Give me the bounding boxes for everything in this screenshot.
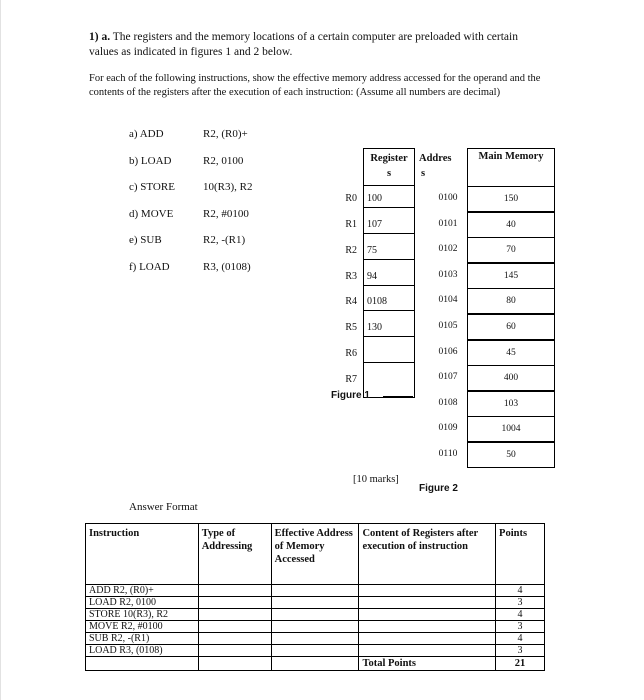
register-header: [363, 151, 415, 181]
register-header-line2: s: [386, 168, 392, 179]
question-title: [89, 30, 539, 60]
memory-value: 103: [467, 391, 555, 417]
register-value: 75: [367, 245, 377, 256]
instruction-operands: R2, #0100: [203, 208, 249, 220]
register-name: R7: [345, 374, 357, 385]
register-name: R0: [345, 193, 357, 204]
memory-header: Main Memory: [478, 151, 544, 162]
memory-address: 0102: [438, 244, 458, 254]
answer-row: [86, 633, 545, 645]
register-value: 130: [367, 322, 382, 333]
register-header-line1: Register: [370, 153, 408, 164]
answer-register-contents[interactable]: [359, 597, 496, 609]
register-value: 0108: [367, 296, 387, 307]
answer-instruction: SUB R2, -(R1): [86, 633, 199, 645]
header-effective-address: Effective Address of Memory Accessed: [271, 524, 359, 585]
instruction-operands: R2, (R0)+: [203, 128, 248, 140]
question-part: a.: [101, 31, 111, 43]
answer-points: 4: [496, 585, 545, 597]
register-value: 94: [367, 271, 377, 282]
answer-points: 3: [496, 645, 545, 657]
instruction-operands: R2, -(R1): [203, 234, 246, 246]
answer-type-of-addressing[interactable]: [198, 585, 271, 597]
memory-address: 0101: [438, 219, 458, 229]
answer-instruction: LOAD R3, (0108): [86, 645, 199, 657]
answer-type-of-addressing[interactable]: [198, 597, 271, 609]
answer-effective-address[interactable]: [271, 609, 359, 621]
register-name: R6: [345, 348, 357, 359]
register-name: R1: [345, 219, 357, 230]
memory-value: 1004: [467, 416, 555, 442]
instruction-label: c) STORE: [129, 181, 175, 193]
answer-row: [86, 585, 545, 597]
register-value: 100: [367, 193, 382, 204]
answer-row: [86, 597, 545, 609]
figure2-caption: Figure 2: [419, 483, 458, 494]
instruction-label: f) LOAD: [129, 261, 170, 273]
answer-effective-address[interactable]: [271, 597, 359, 609]
memory-value: 145: [467, 263, 555, 289]
memory-address: 0100: [438, 193, 458, 203]
answer-register-contents[interactable]: [359, 609, 496, 621]
memory-value: 70: [467, 237, 555, 263]
instruction-label: d) MOVE: [129, 208, 174, 220]
figure1-caption: Figure 1: [331, 390, 370, 401]
answer-effective-address[interactable]: [271, 621, 359, 633]
memory-value: 80: [467, 288, 555, 314]
memory-value: 150: [467, 186, 555, 212]
register-name: R4: [345, 296, 357, 307]
memory-address: 0104: [438, 295, 458, 305]
answer-row: [86, 645, 545, 657]
memory-address: 0110: [438, 449, 458, 459]
answer-register-contents[interactable]: [359, 585, 496, 597]
memory-address: 0103: [438, 270, 458, 280]
instruction-operands: R2, 0100: [203, 155, 244, 167]
marks-label: [10 marks]: [353, 474, 399, 485]
answer-table-body: [86, 585, 545, 657]
register-header-divider: [363, 185, 415, 186]
instruction-label: a) ADD: [129, 128, 164, 140]
question-number: 1): [89, 31, 99, 43]
answer-type-of-addressing[interactable]: [198, 621, 271, 633]
memory-value: 60: [467, 314, 555, 340]
answer-register-contents[interactable]: [359, 645, 496, 657]
answer-instruction: STORE 10(R3), R2: [86, 609, 199, 621]
answer-effective-address[interactable]: [271, 633, 359, 645]
total-points-value: 21: [496, 657, 545, 671]
answer-row: [86, 609, 545, 621]
register-name: R2: [345, 245, 357, 256]
answer-points: 4: [496, 633, 545, 645]
memory-value: 40: [467, 212, 555, 238]
address-header-line2: s: [421, 168, 426, 179]
answer-instruction: LOAD R2, 0100: [86, 597, 199, 609]
memory-value: 45: [467, 340, 555, 366]
answer-type-of-addressing[interactable]: [198, 633, 271, 645]
answer-points: 3: [496, 597, 545, 609]
memory-address: 0106: [438, 347, 458, 357]
answer-format-label: Answer Format: [129, 501, 198, 513]
memory-value: 50: [467, 442, 555, 468]
answer-instruction: ADD R2, (R0)+: [86, 585, 199, 597]
question-title-text: The registers and the memory locations of a certain computer are preloaded with certain values as indicated in figures 1 and 2 below.: [89, 31, 518, 58]
answer-row: [86, 621, 545, 633]
answer-instruction: MOVE R2, #0100: [86, 621, 199, 633]
answer-effective-address[interactable]: [271, 585, 359, 597]
answer-effective-address[interactable]: [271, 645, 359, 657]
header-points: Points: [496, 524, 545, 585]
answer-table-header: [86, 524, 545, 585]
answer-table-total-row: [86, 657, 545, 671]
answer-register-contents[interactable]: [359, 621, 496, 633]
instruction-operands: 10(R3), R2: [203, 181, 253, 193]
memory-value: 400: [467, 365, 555, 391]
register-cell: [363, 345, 415, 363]
register-name: R3: [345, 271, 357, 282]
answer-points: 4: [496, 609, 545, 621]
answer-type-of-addressing[interactable]: [198, 645, 271, 657]
register-name: R5: [345, 322, 357, 333]
question-intro: For each of the following instructions, show the effective memory address accessed for the operand and the contents of the registers after the execution of each instruction: (Assume all numbers are decimal): [89, 73, 541, 98]
answer-type-of-addressing[interactable]: [198, 609, 271, 621]
answer-points: 3: [496, 621, 545, 633]
memory-address: 0105: [438, 321, 458, 331]
answer-table: [85, 523, 545, 671]
total-points-label: Total Points: [359, 657, 496, 671]
header-type-of-addressing: Type of Addressing: [198, 524, 271, 585]
memory-address: 0108: [438, 398, 458, 408]
instruction-operands: R3, (0108): [203, 261, 251, 273]
memory-address: 0109: [438, 423, 458, 433]
instruction-label: e) SUB: [129, 234, 162, 246]
header-instruction: Instruction: [86, 524, 199, 585]
figure1-caption-line: [383, 396, 413, 397]
address-header-line1: Addres: [419, 153, 452, 164]
instruction-label: b) LOAD: [129, 155, 172, 167]
register-value: 107: [367, 219, 382, 230]
header-content-of-registers: Content of Registers after execution of instruction: [359, 524, 496, 585]
answer-register-contents[interactable]: [359, 633, 496, 645]
address-header: [419, 151, 464, 181]
memory-address: 0107: [438, 372, 458, 382]
